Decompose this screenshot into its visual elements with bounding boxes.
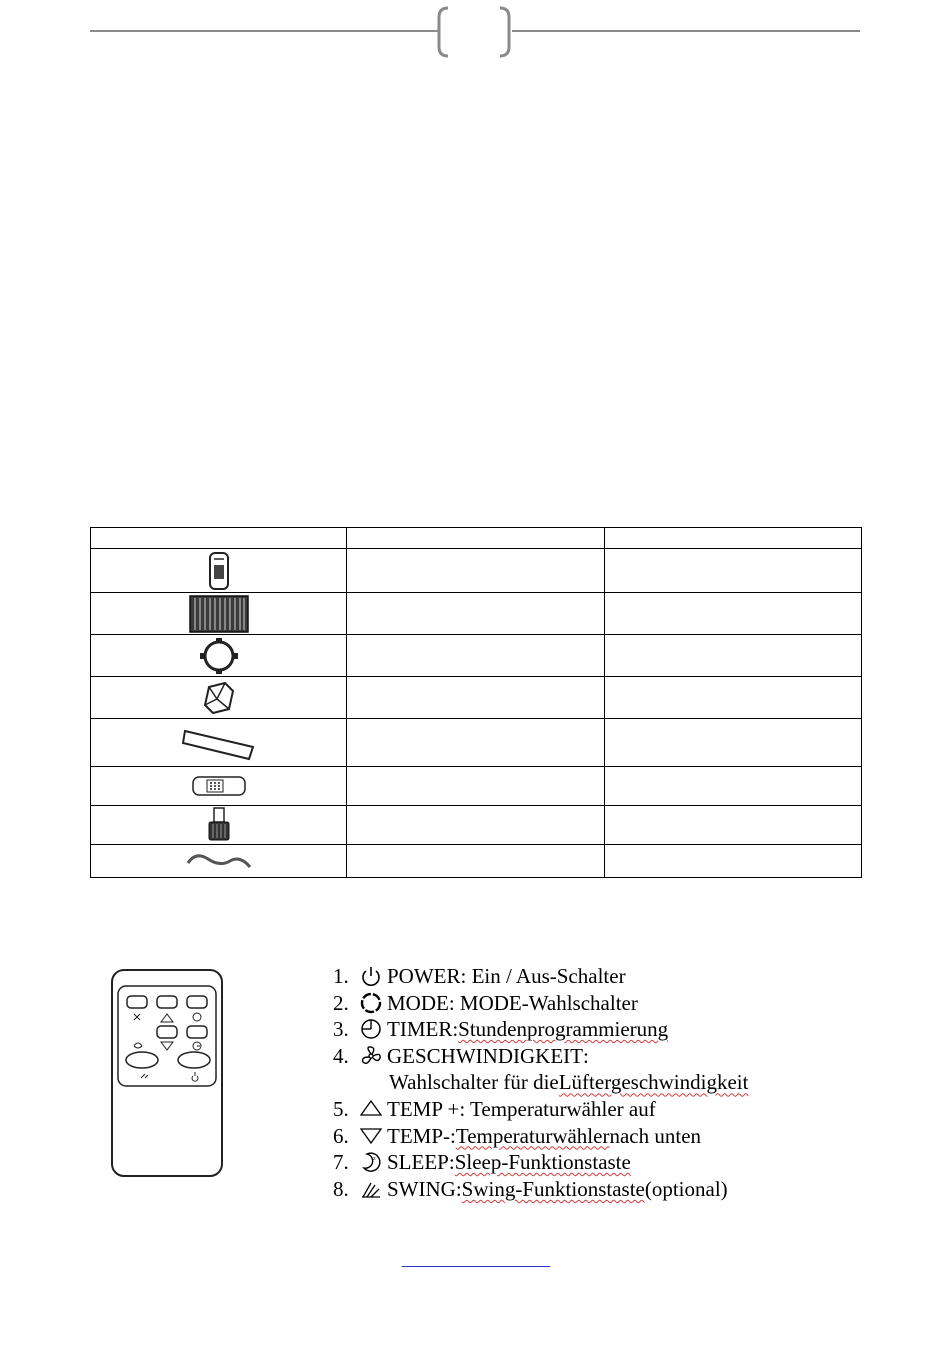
swing-icon <box>359 1177 387 1201</box>
table-cell-picture <box>91 806 347 845</box>
fan-icon <box>359 1044 387 1068</box>
remote-button <box>157 996 177 1008</box>
legend-desc-flagged: Swing-Funktionstaste <box>461 1176 645 1201</box>
table-cell <box>605 677 862 719</box>
remote-control-icon <box>191 774 247 798</box>
legend-number: 4. <box>333 1043 349 1068</box>
legend-name: SLEEP <box>387 1150 449 1175</box>
table-cell <box>347 806 605 845</box>
window-adapter-icon <box>199 679 239 717</box>
table-cell-picture <box>91 635 347 677</box>
legend-desc-tail: (optional) <box>644 1176 728 1201</box>
header-rule-right <box>512 30 860 32</box>
exhaust-hose-adapter-icon <box>204 551 234 591</box>
table-row <box>91 593 862 635</box>
legend-item <box>333 1149 748 1176</box>
legend-name: TEMP + <box>387 1096 460 1121</box>
table-cell <box>347 719 605 767</box>
remote-button <box>187 1026 207 1038</box>
wall-ring-adapter-icon <box>198 637 240 675</box>
drain-hose-icon <box>186 847 252 875</box>
table-cell-picture <box>91 593 347 635</box>
table-cell <box>347 635 605 677</box>
header-rule-left <box>90 30 438 32</box>
table-row <box>91 677 862 719</box>
legend-desc-tail: nach unten <box>609 1123 702 1148</box>
table-row <box>91 806 862 845</box>
legend-desc: : <box>448 1150 455 1175</box>
triangle-down-icon <box>359 1124 387 1148</box>
remote-legend <box>333 963 748 1202</box>
legend-number: 5. <box>333 1096 349 1121</box>
legend-number: 2. <box>333 990 349 1015</box>
drain-connector-icon <box>204 806 234 844</box>
table-row <box>91 767 862 806</box>
remote-control-diagram <box>108 968 226 1180</box>
power-icon <box>359 964 387 988</box>
mode-icon <box>359 991 387 1015</box>
table-header-cell <box>91 528 347 549</box>
table-row <box>91 719 862 767</box>
legend-item <box>333 1176 748 1203</box>
legend-name: POWER <box>387 964 461 988</box>
table-cell <box>605 635 862 677</box>
legend-number: 3. <box>333 1017 349 1042</box>
legend-item <box>333 963 748 990</box>
legend-desc: : Temperaturwähler auf <box>459 1096 656 1121</box>
legend-desc-flagged: Lüftergeschwindigkeit <box>558 1070 749 1095</box>
table-cell-picture <box>91 767 347 806</box>
sleep-icon <box>359 1150 387 1174</box>
legend-item <box>333 1016 748 1043</box>
table-cell <box>605 806 862 845</box>
legend-item <box>333 1123 748 1150</box>
legend-item <box>333 990 748 1017</box>
legend-desc: : <box>452 1017 459 1042</box>
table-cell-picture <box>91 845 347 878</box>
table-header-cell <box>605 528 862 549</box>
legend-name: SWING <box>387 1176 456 1201</box>
table-cell <box>347 767 605 806</box>
table-cell <box>347 593 605 635</box>
table-row <box>91 635 862 677</box>
footer-link-underline[interactable] <box>402 1266 550 1267</box>
legend-desc-flagged: Sleep-Funktionstaste <box>454 1150 631 1175</box>
table-header-cell <box>347 528 605 549</box>
table-cell-picture <box>91 677 347 719</box>
table-cell <box>605 767 862 806</box>
legend-desc: : <box>450 1123 456 1148</box>
table-row <box>91 549 862 593</box>
timer-icon <box>359 1017 387 1041</box>
table-cell-picture <box>91 549 347 593</box>
legend-item <box>333 1096 748 1123</box>
table-cell <box>605 549 862 593</box>
legend-name: MODE <box>387 990 449 1015</box>
table-cell <box>605 719 862 767</box>
page-number-bracket <box>436 6 512 58</box>
legend-number: 6. <box>333 1123 349 1148</box>
remote-button <box>126 1052 158 1068</box>
legend-desc: : MODE-Wahlschalter <box>448 990 638 1015</box>
legend-item <box>333 1069 748 1096</box>
table-cell <box>347 845 605 878</box>
table-cell <box>347 549 605 593</box>
legend-item <box>333 1043 748 1070</box>
legend-name: GESCHWINDIGKEIT <box>387 1043 583 1068</box>
legend-desc-flagged: Temperaturwähler <box>455 1123 610 1148</box>
legend-number: 1. <box>333 964 349 988</box>
remote-button <box>127 996 147 1008</box>
remote-button <box>178 1052 210 1068</box>
table-cell <box>605 845 862 878</box>
legend-desc-flagged: Stundenprogrammierung <box>458 1017 669 1042</box>
table-cell <box>347 677 605 719</box>
window-slider-panel-icon <box>181 721 257 765</box>
legend-desc: : <box>455 1176 462 1201</box>
accessories-table <box>90 527 862 878</box>
exhaust-hose-icon <box>189 595 249 633</box>
legend-desc: : <box>582 1043 589 1068</box>
legend-desc: Wahlschalter für die <box>389 1070 559 1095</box>
legend-number: 7. <box>333 1150 349 1175</box>
table-header-row <box>91 528 862 549</box>
svg-text:z: z <box>373 1156 376 1163</box>
legend-desc: : Ein / Aus-Schalter <box>460 964 626 988</box>
table-cell <box>605 593 862 635</box>
triangle-up-icon <box>359 1097 387 1121</box>
table-cell-picture <box>91 719 347 767</box>
table-row <box>91 845 862 878</box>
remote-button <box>187 996 207 1008</box>
remote-button <box>157 1026 177 1038</box>
legend-name: TEMP- <box>387 1123 450 1148</box>
legend-name: TIMER <box>387 1017 453 1042</box>
legend-number: 8. <box>333 1176 349 1201</box>
